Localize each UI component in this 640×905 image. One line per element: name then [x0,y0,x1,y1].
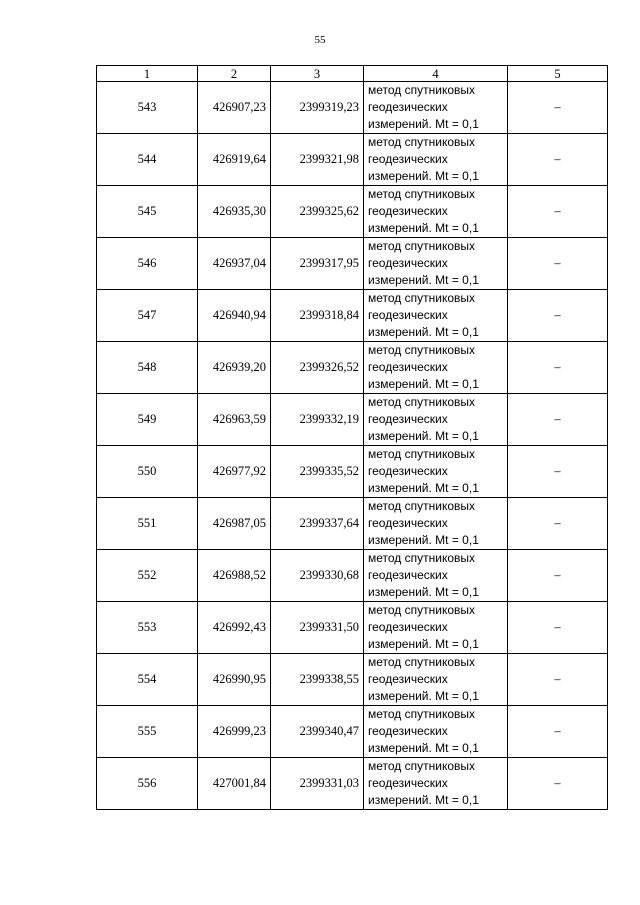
table-row [97,342,608,394]
point-number: 544 [97,134,198,186]
coordinate-y: 2399331,50 [271,602,364,654]
table-body [97,82,608,810]
table-row [97,706,608,758]
header-col-4: 4 [364,66,508,82]
method-description: метод спутниковых геодезических измерений. Mt = 0,1 [364,706,508,758]
coordinate-x: 426940,94 [198,290,271,342]
coordinate-x: 427001,84 [198,758,271,810]
method-description: метод спутниковых геодезических измерений. Mt = 0,1 [364,290,508,342]
coordinate-y: 2399330,68 [271,550,364,602]
coordinate-x: 426919,64 [198,134,271,186]
table-row [97,602,608,654]
point-number: 548 [97,342,198,394]
page-number: 55 [314,34,326,46]
method-description: метод спутниковых геодезических измерений. Mt = 0,1 [364,394,508,446]
method-description: метод спутниковых геодезических измерений. Mt = 0,1 [364,446,508,498]
coordinate-y: 2399317,95 [271,238,364,290]
coordinate-x: 426990,95 [198,654,271,706]
note-cell: – [508,82,608,134]
method-description: метод спутниковых геодезических измерений. Mt = 0,1 [364,758,508,810]
point-number: 554 [97,654,198,706]
method-description: метод спутниковых геодезических измерений. Mt = 0,1 [364,186,508,238]
point-number: 545 [97,186,198,238]
point-number: 556 [97,758,198,810]
point-number: 547 [97,290,198,342]
method-description: метод спутниковых геодезических измерений. Mt = 0,1 [364,238,508,290]
note-cell: – [508,602,608,654]
table-row [97,446,608,498]
method-description: метод спутниковых геодезических измерений. Mt = 0,1 [364,498,508,550]
point-number: 551 [97,498,198,550]
coordinate-y: 2399335,52 [271,446,364,498]
header-col-5: 5 [508,66,608,82]
point-number: 552 [97,550,198,602]
table-row [97,654,608,706]
point-number: 550 [97,446,198,498]
point-number: 555 [97,706,198,758]
note-cell: – [508,498,608,550]
note-cell: – [508,394,608,446]
coordinate-y: 2399319,23 [271,82,364,134]
coordinate-x: 426935,30 [198,186,271,238]
header-col-1: 1 [97,66,198,82]
table-row [97,394,608,446]
coordinates-table [96,65,608,810]
method-description: метод спутниковых геодезических измерений. Mt = 0,1 [364,82,508,134]
table-row [97,238,608,290]
table-row [97,498,608,550]
point-number: 549 [97,394,198,446]
table-row [97,134,608,186]
coordinate-x: 426937,04 [198,238,271,290]
method-description: метод спутниковых геодезических измерений. Mt = 0,1 [364,342,508,394]
table-row [97,186,608,238]
coordinate-y: 2399331,03 [271,758,364,810]
coordinate-y: 2399326,52 [271,342,364,394]
table-row [97,82,608,134]
coordinate-x: 426939,20 [198,342,271,394]
header-col-3: 3 [271,66,364,82]
header-row [97,66,608,82]
method-description: метод спутниковых геодезических измерений. Mt = 0,1 [364,134,508,186]
note-cell: – [508,238,608,290]
coordinate-x: 426963,59 [198,394,271,446]
note-cell: – [508,706,608,758]
coordinate-y: 2399321,98 [271,134,364,186]
method-description: метод спутниковых геодезических измерений. Mt = 0,1 [364,602,508,654]
note-cell: – [508,342,608,394]
coordinate-y: 2399337,64 [271,498,364,550]
coordinate-y: 2399318,84 [271,290,364,342]
method-description: метод спутниковых геодезических измерений. Mt = 0,1 [364,550,508,602]
note-cell: – [508,550,608,602]
point-number: 543 [97,82,198,134]
coordinate-y: 2399338,55 [271,654,364,706]
coordinate-x: 426988,52 [198,550,271,602]
header-col-2: 2 [198,66,271,82]
table-row [97,550,608,602]
coordinate-y: 2399340,47 [271,706,364,758]
coordinate-y: 2399332,19 [271,394,364,446]
point-number: 546 [97,238,198,290]
note-cell: – [508,290,608,342]
coordinate-x: 426992,43 [198,602,271,654]
point-number: 553 [97,602,198,654]
coordinate-x: 426907,23 [198,82,271,134]
method-description: метод спутниковых геодезических измерений. Mt = 0,1 [364,654,508,706]
note-cell: – [508,186,608,238]
note-cell: – [508,446,608,498]
coordinate-y: 2399325,62 [271,186,364,238]
note-cell: – [508,654,608,706]
note-cell: – [508,758,608,810]
coordinate-x: 426987,05 [198,498,271,550]
table-row [97,758,608,810]
table-header [97,66,608,82]
table-row [97,290,608,342]
coordinate-x: 426999,23 [198,706,271,758]
coordinate-x: 426977,92 [198,446,271,498]
note-cell: – [508,134,608,186]
